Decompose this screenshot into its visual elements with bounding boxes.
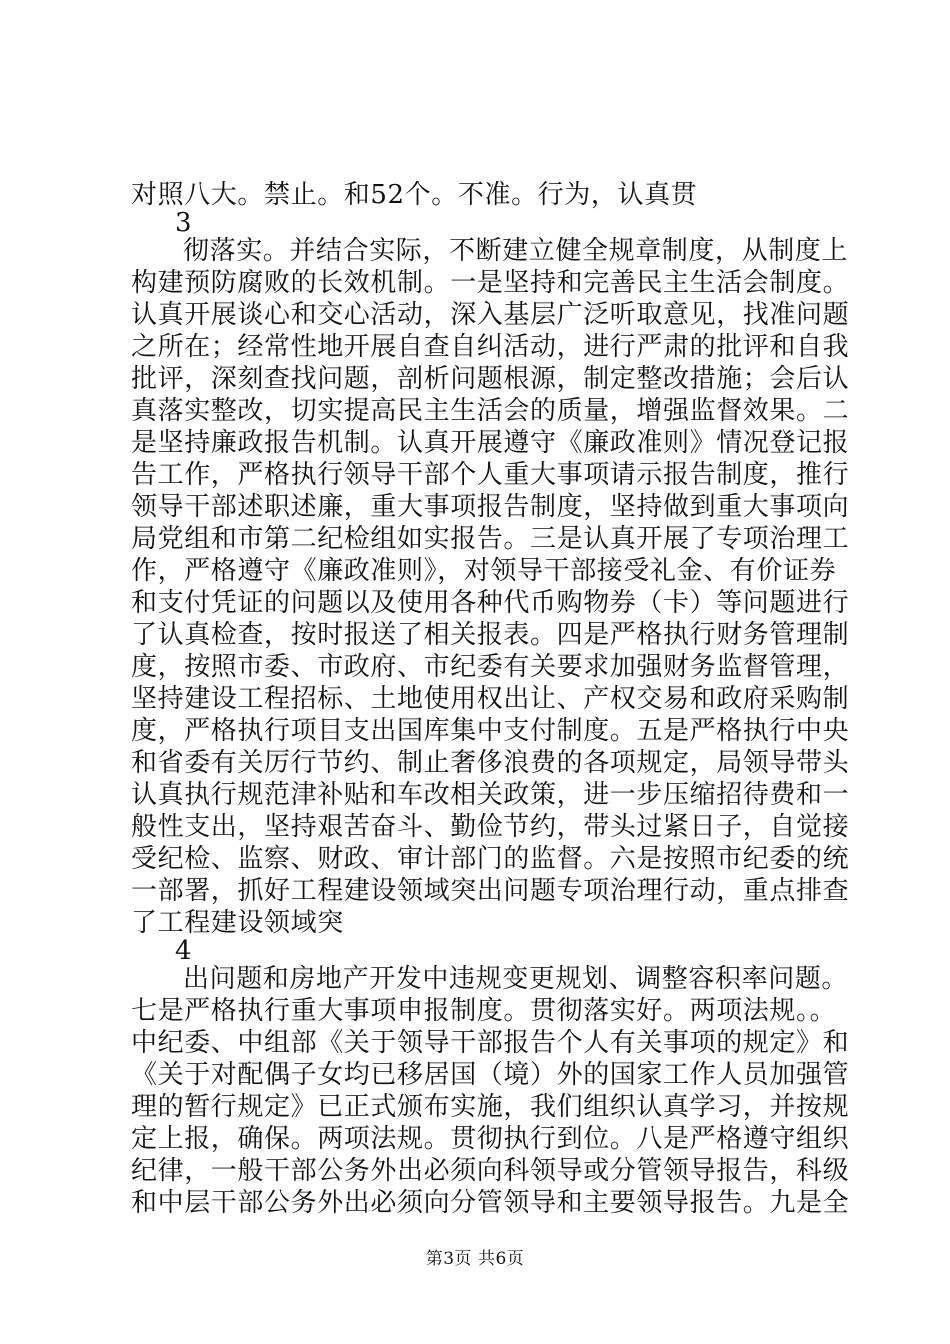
page-footer: 第3页 共6页: [425, 1249, 525, 1269]
text-line: 中纪委、中组部《关于领导干部报告个人有关事项的规定》和: [131, 1028, 850, 1058]
source-page-number: 3: [175, 208, 192, 238]
text-line: 一部署，抓好工程建设领域突出问题专项治理行动，重点排查: [131, 876, 850, 906]
text-line: 领导干部述职述廉，重大事项报告制度，坚持做到重大事项向: [131, 492, 850, 522]
text-line: 之所在；经常性地开展自查自纠活动，进行严肃的批评和自我: [131, 332, 850, 362]
text-line: 了工程建设领域突: [131, 908, 344, 938]
text-line: 是坚持廉政报告机制。认真开展遵守《廉政准则》情况登记报: [131, 428, 850, 458]
text-line: 度，按照市委、市政府、市纪委有关要求加强财务监督管理，: [131, 652, 850, 682]
text-line: 批评，深刻查找问题，剖析问题根源，制定整改措施；会后认: [131, 364, 850, 394]
text-line: 度，严格执行项目支出国库集中支付制度。五是严格执行中央: [131, 716, 850, 746]
text-line: 了认真检查，按时报送了相关报表。四是严格执行财务管理制: [131, 620, 850, 650]
text-line: 《关于对配偶子女均已移居国（境）外的国家工作人员加强管: [131, 1060, 850, 1090]
text-line: 认真开展谈心和交心活动，深入基层广泛听取意见，找准问题: [131, 300, 850, 330]
text-line: 般性支出，坚持艰苦奋斗、勤俭节约，带头过紧日子，自觉接: [131, 812, 850, 842]
text-line: 对照八大。禁止。和52个。不准。行为，认真贯: [131, 180, 698, 210]
text-line: 认真执行规范津补贴和车改相关政策，进一步压缩招待费和一: [131, 780, 850, 810]
text-line: 和省委有关厉行节约、制止奢侈浪费的各项规定，局领导带头: [131, 748, 850, 778]
text-line: 真落实整改，切实提高民主生活会的质量，增强监督效果。二: [131, 396, 850, 426]
text-line: 坚持建设工程招标、土地使用权出让、产权交易和政府采购制: [131, 684, 850, 714]
source-page-number: 4: [175, 936, 192, 966]
text-line: 七是严格执行重大事项申报制度。贯彻落实好。两项法规。。: [131, 996, 837, 1026]
text-line: 定上报，确保。两项法规。贯彻执行到位。八是严格遵守组织: [131, 1124, 850, 1154]
paragraph-first-line: 彻落实。并结合实际，不断建立健全规章制度，从制度上: [183, 236, 849, 266]
text-line: 受纪检、监察、财政、审计部门的监督。六是按照市纪委的统: [131, 844, 850, 874]
paragraph-first-line: 出问题和房地产开发中违规变更规划、调整容积率问题。: [183, 964, 849, 994]
text-line: 告工作，严格执行领导干部个人重大事项请示报告制度，推行: [131, 460, 850, 490]
text-line: 和中层干部公务外出必须向分管领导和主要领导报告。九是全: [131, 1188, 850, 1218]
text-line: 构建预防腐败的长效机制。一是坚持和完善民主生活会制度。: [131, 268, 850, 298]
text-line: 纪律，一般干部公务外出必须向科领导或分管领导报告，科级: [131, 1156, 850, 1186]
text-line: 理的暂行规定》已正式颁布实施，我们组织认真学习，并按规: [131, 1092, 850, 1122]
text-line: 作，严格遵守《廉政准则》，对领导干部接受礼金、有价证券: [131, 556, 837, 586]
text-line: 和支付凭证的问题以及使用各种代币购物券（卡）等问题进行: [131, 588, 850, 618]
text-line: 局党组和市第二纪检组如实报告。三是认真开展了专项治理工: [131, 524, 850, 554]
